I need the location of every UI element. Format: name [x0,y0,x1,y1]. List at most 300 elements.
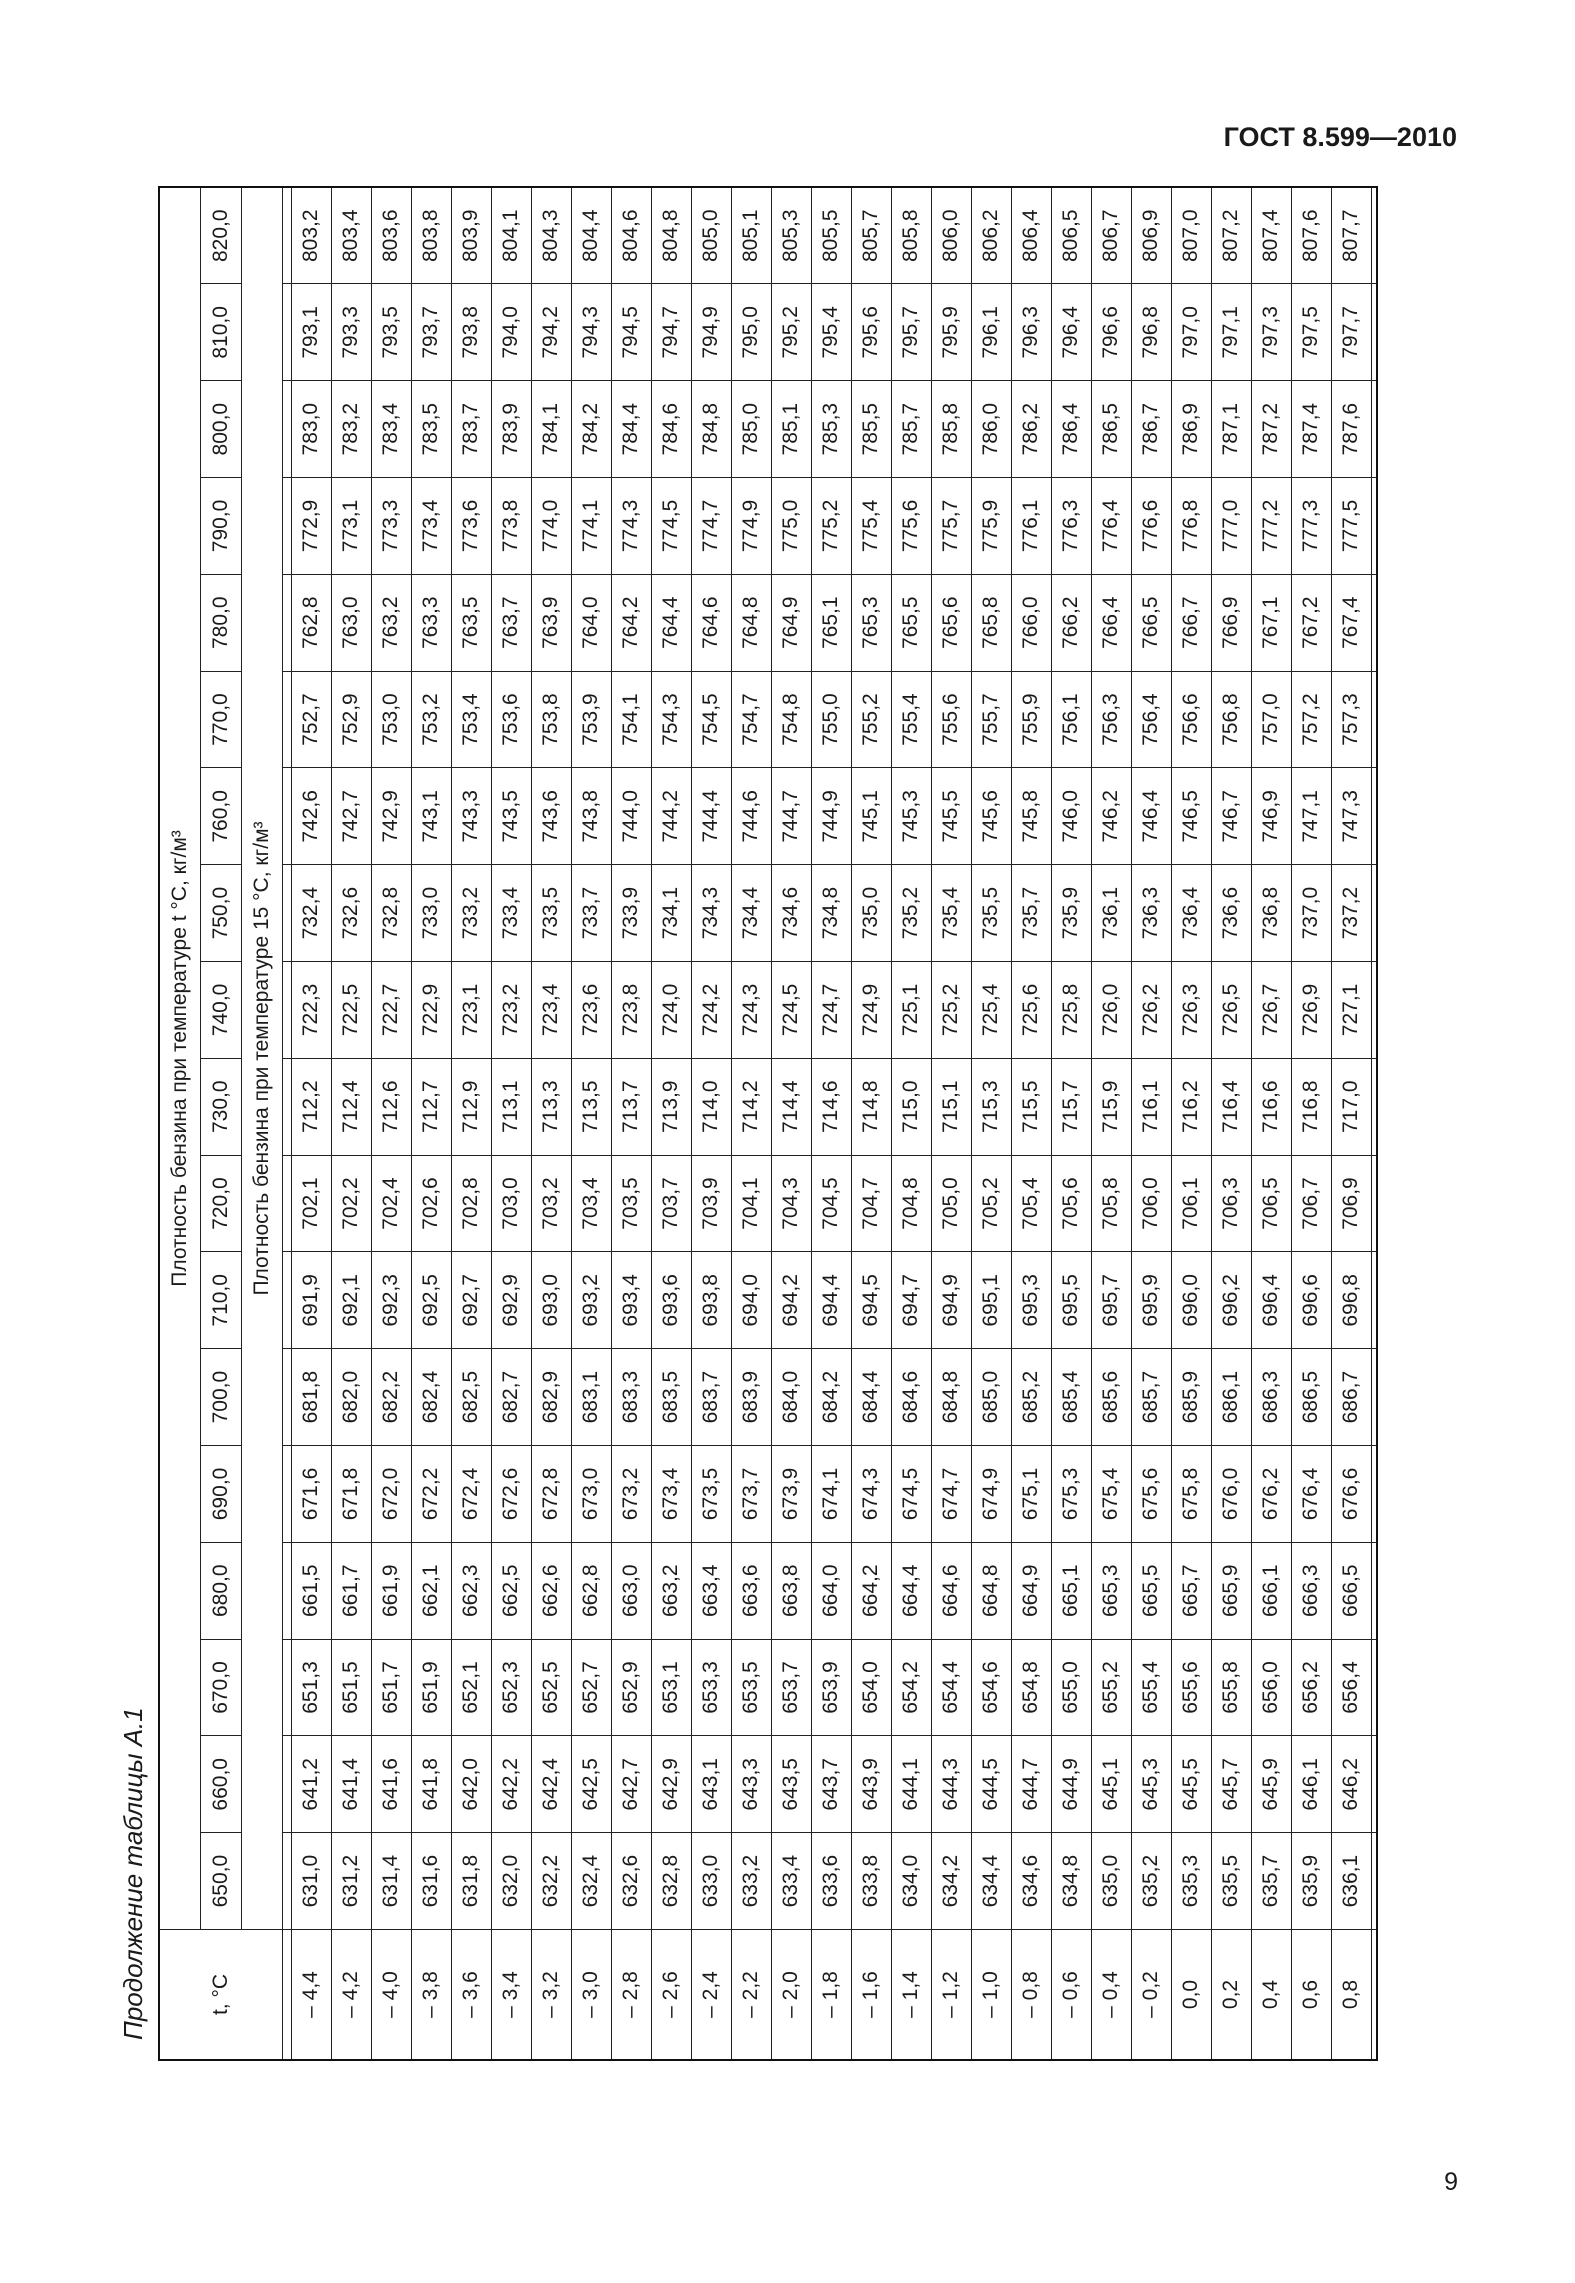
density-cell: 663,6 [731,1542,771,1639]
density-cell: 692,7 [451,1252,491,1349]
density-cell: 786,5 [1091,381,1131,478]
spacer-cell [282,962,291,1059]
density-cell: 766,2 [1051,574,1091,671]
density-cell: 774,9 [731,478,771,575]
density-cell: 804,8 [651,187,691,284]
density-cell: 681,8 [291,1349,331,1446]
density-cell: 632,0 [491,1833,531,1930]
density-cell: 641,2 [291,1736,331,1833]
tail-cell [1371,478,1377,575]
density-cell: 776,4 [1091,478,1131,575]
tail-cell [1371,1058,1377,1155]
density-cell: 755,6 [931,671,971,768]
density-cell: 645,3 [1131,1736,1171,1833]
density-cell: 724,2 [691,962,731,1059]
density-cell: 723,4 [531,962,571,1059]
density-cell: 693,0 [531,1252,571,1349]
table-row [331,187,371,2060]
table-row [611,187,651,2060]
spacer-cell [282,1542,291,1639]
density-cell: 634,4 [971,1833,1011,1930]
density-cell: 783,9 [491,381,531,478]
density-cell: 703,7 [651,1155,691,1252]
density-cell: 695,9 [1131,1252,1171,1349]
density-cell: 643,3 [731,1736,771,1833]
density-cell: 694,7 [891,1252,931,1349]
density-cell: 735,5 [971,865,1011,962]
density-cell: 642,5 [571,1736,611,1833]
density-cell: 712,9 [451,1058,491,1155]
density-cell: 715,1 [931,1058,971,1155]
density-cell: 704,8 [891,1155,931,1252]
density-cell: 787,4 [1291,381,1331,478]
density-cell: 676,0 [1211,1446,1251,1543]
density-cell: 745,1 [851,768,891,865]
density-cell: 641,8 [411,1736,451,1833]
density-cell: 654,4 [931,1639,971,1736]
density-cell: 684,8 [931,1349,971,1446]
density-cell: 735,9 [1051,865,1091,962]
density-cell: 706,1 [1171,1155,1211,1252]
density-cell: 692,5 [411,1252,451,1349]
density-cell: 763,9 [531,574,571,671]
density-cell: 807,6 [1291,187,1331,284]
density-cell: 742,6 [291,768,331,865]
density-cell: 673,4 [651,1446,691,1543]
density-cell: 744,9 [811,768,851,865]
density-cell: 766,0 [1011,574,1051,671]
density-cell: 706,7 [1291,1155,1331,1252]
tail-cell [1371,187,1377,284]
density-cell: 734,6 [771,865,811,962]
density-cell: 764,4 [651,574,691,671]
density-cell: 723,6 [571,962,611,1059]
table-caption: Продолжение таблицы А.1 [118,1707,148,2040]
density-cell: 683,3 [611,1349,651,1446]
density-cell: 746,4 [1131,768,1171,865]
table-row [731,187,771,2060]
density-cell: 724,7 [811,962,851,1059]
temperature-cell: – 1,2 [931,1930,971,2061]
temperature-cell: – 0,2 [1131,1930,1171,2061]
column-header: 650,0 [200,1833,241,1930]
density-cell: 784,6 [651,381,691,478]
density-cell: 786,0 [971,381,1011,478]
density-cell: 793,5 [371,284,411,381]
density-cell: 752,9 [331,671,371,768]
density-cell: 744,0 [611,768,651,865]
density-cell: 666,5 [1331,1542,1371,1639]
table-row [1091,187,1131,2060]
density-cell: 691,9 [291,1252,331,1349]
density-cell: 746,0 [1051,768,1091,865]
density-cell: 756,4 [1131,671,1171,768]
density-cell: 775,2 [811,478,851,575]
density-cell: 722,7 [371,962,411,1059]
density-cell: 797,0 [1171,284,1211,381]
density-cell: 733,9 [611,865,651,962]
density-cell: 672,0 [371,1446,411,1543]
density-cell: 785,5 [851,381,891,478]
density-table-body [159,187,1377,2060]
density-cell: 763,7 [491,574,531,671]
table-row [851,187,891,2060]
table-row [1171,187,1211,2060]
density-cell: 777,5 [1331,478,1371,575]
temperature-cell: – 1,6 [851,1930,891,2061]
density-cell: 652,1 [451,1639,491,1736]
density-cell: 793,8 [451,284,491,381]
density-cell: 696,4 [1251,1252,1291,1349]
density-cell: 755,4 [891,671,931,768]
temperature-cell: 0,6 [1291,1930,1331,2061]
density-cell: 683,1 [571,1349,611,1446]
density-cell: 807,0 [1171,187,1211,284]
density-cell: 747,1 [1291,768,1331,865]
density-cell: 655,4 [1131,1639,1171,1736]
density-cell: 702,1 [291,1155,331,1252]
temperature-cell: – 2,6 [651,1930,691,2061]
tail-cell [1371,768,1377,865]
density-cell: 736,8 [1251,865,1291,962]
density-cell: 631,2 [331,1833,371,1930]
spacer-cell [282,574,291,671]
density-cell: 676,6 [1331,1446,1371,1543]
spacer-cell [282,1155,291,1252]
density-cell: 727,1 [1331,962,1371,1059]
density-cell: 714,0 [691,1058,731,1155]
density-cell: 803,8 [411,187,451,284]
density-cell: 656,0 [1251,1639,1291,1736]
density-cell: 796,8 [1131,284,1171,381]
table-row [451,187,491,2060]
density-cell: 694,5 [851,1252,891,1349]
density-cell: 756,3 [1091,671,1131,768]
density-cell: 755,7 [971,671,1011,768]
density-cell: 737,0 [1291,865,1331,962]
density-cell: 754,1 [611,671,651,768]
temperature-cell: – 2,0 [771,1930,811,2061]
density-cell: 712,4 [331,1058,371,1155]
density-cell: 775,6 [891,478,931,575]
density-cell: 773,1 [331,478,371,575]
temperature-cell: – 3,4 [491,1930,531,2061]
spacer-cell [282,187,291,284]
column-header: 790,0 [200,478,241,575]
density-cell: 664,0 [811,1542,851,1639]
temperature-cell: – 1,8 [811,1930,851,2061]
density-cell: 794,0 [491,284,531,381]
density-cell: 806,5 [1051,187,1091,284]
density-cell: 774,0 [531,478,571,575]
density-cell: 675,8 [1171,1446,1211,1543]
density-cell: 766,4 [1091,574,1131,671]
density-cell: 713,9 [651,1058,691,1155]
density-cell: 796,4 [1051,284,1091,381]
density-cell: 755,2 [851,671,891,768]
density-cell: 714,2 [731,1058,771,1155]
density-cell: 682,2 [371,1349,411,1446]
density-cell: 655,2 [1091,1639,1131,1736]
density-cell: 764,6 [691,574,731,671]
density-cell: 651,9 [411,1639,451,1736]
density-cell: 653,7 [771,1639,811,1736]
column-header: 800,0 [200,381,241,478]
density-cell: 796,6 [1091,284,1131,381]
density-cell: 706,0 [1131,1155,1171,1252]
density-cell: 804,6 [611,187,651,284]
density-cell: 662,8 [571,1542,611,1639]
density-cell: 641,4 [331,1736,371,1833]
density-cell: 753,4 [451,671,491,768]
density-cell: 796,3 [1011,284,1051,381]
density-cell: 784,4 [611,381,651,478]
density-cell: 726,3 [1171,962,1211,1059]
density-cell: 712,7 [411,1058,451,1155]
density-cell: 644,9 [1051,1736,1091,1833]
density-cell: 714,4 [771,1058,811,1155]
density-cell: 713,3 [531,1058,571,1155]
density-cell: 806,9 [1131,187,1171,284]
table-row [971,187,1011,2060]
density-cell: 673,2 [611,1446,651,1543]
density-cell: 797,1 [1211,284,1251,381]
density-cell: 754,3 [651,671,691,768]
density-cell: 693,2 [571,1252,611,1349]
density-cell: 693,4 [611,1252,651,1349]
density-cell: 636,1 [1331,1833,1371,1930]
density-cell: 784,1 [531,381,571,478]
density-cell: 705,4 [1011,1155,1051,1252]
density-cell: 724,5 [771,962,811,1059]
temperature-cell: 0,0 [1171,1930,1211,2061]
density-cell: 653,1 [651,1639,691,1736]
density-cell: 724,9 [851,962,891,1059]
density-cell: 643,5 [771,1736,811,1833]
column-header: 780,0 [200,574,241,671]
density-cell: 645,1 [1091,1736,1131,1833]
tail-cell [1371,381,1377,478]
density-cell: 685,2 [1011,1349,1051,1446]
tail-cell [1371,1639,1377,1736]
density-cell: 762,8 [291,574,331,671]
density-cell: 723,8 [611,962,651,1059]
density-cell: 786,4 [1051,381,1091,478]
density-cell: 712,6 [371,1058,411,1155]
density-cell: 715,0 [891,1058,931,1155]
density-cell: 714,8 [851,1058,891,1155]
density-cell: 786,2 [1011,381,1051,478]
density-cell: 682,9 [531,1349,571,1446]
column-header: 760,0 [200,768,241,865]
density-cell: 805,5 [811,187,851,284]
table-row [891,187,931,2060]
column-header: 820,0 [200,187,241,284]
density-cell: 631,6 [411,1833,451,1930]
density-cell: 803,4 [331,187,371,284]
table-row [651,187,691,2060]
density-cell: 733,7 [571,865,611,962]
density-cell: 787,2 [1251,381,1291,478]
density-cell: 661,9 [371,1542,411,1639]
density-cell: 753,6 [491,671,531,768]
density-cell: 706,3 [1211,1155,1251,1252]
density-cell: 793,7 [411,284,451,381]
density-cell: 643,7 [811,1736,851,1833]
density-cell: 783,2 [331,381,371,478]
density-cell: 635,9 [1291,1833,1331,1930]
density-cell: 746,5 [1171,768,1211,865]
header-row-title [159,187,200,2060]
density-cell: 663,0 [611,1542,651,1639]
tail-cell [1371,865,1377,962]
density-cell: 653,5 [731,1639,771,1736]
density-cell: 736,3 [1131,865,1171,962]
density-cell: 784,2 [571,381,611,478]
density-cell: 633,2 [731,1833,771,1930]
density-cell: 664,8 [971,1542,1011,1639]
density-cell: 652,7 [571,1639,611,1736]
density-cell: 631,4 [371,1833,411,1930]
density-cell: 693,8 [691,1252,731,1349]
density-cell: 635,3 [1171,1833,1211,1930]
density-cell: 734,3 [691,865,731,962]
density-cell: 765,3 [851,574,891,671]
density-cell: 646,2 [1331,1736,1371,1833]
density-cell: 684,0 [771,1349,811,1446]
density-cell: 755,9 [1011,671,1051,768]
density-cell: 664,4 [891,1542,931,1639]
density-cell: 716,2 [1171,1058,1211,1155]
temperature-cell: – 4,2 [331,1930,371,2061]
density-cell: 744,2 [651,768,691,865]
density-cell: 706,5 [1251,1155,1291,1252]
density-cell: 634,8 [1051,1833,1091,1930]
spacer-cell [282,1349,291,1446]
spacer-cell [282,284,291,381]
density-cell: 744,6 [731,768,771,865]
density-cell: 805,7 [851,187,891,284]
density-cell: 642,0 [451,1736,491,1833]
density-cell: 746,2 [1091,768,1131,865]
column-header: 700,0 [200,1349,241,1446]
density-cell: 633,8 [851,1833,891,1930]
column-header: 690,0 [200,1446,241,1543]
density-cell: 793,3 [331,284,371,381]
density-cell: 695,1 [971,1252,1011,1349]
density-cell: 803,6 [371,187,411,284]
density-cell: 773,6 [451,478,491,575]
density-cell: 692,3 [371,1252,411,1349]
density-cell: 695,7 [1091,1252,1131,1349]
density-cell: 744,4 [691,768,731,865]
density-cell: 695,5 [1051,1252,1091,1349]
density-cell: 797,7 [1331,284,1371,381]
density-cell: 773,3 [371,478,411,575]
density-cell: 663,8 [771,1542,811,1639]
density-cell: 654,6 [971,1639,1011,1736]
density-cell: 784,8 [691,381,731,478]
density-cell: 665,9 [1211,1542,1251,1639]
density-cell: 713,7 [611,1058,651,1155]
density-cell: 714,6 [811,1058,851,1155]
density-cell: 703,0 [491,1155,531,1252]
spacer-cell [282,865,291,962]
density-cell: 661,7 [331,1542,371,1639]
density-cell: 644,3 [931,1736,971,1833]
density-cell: 703,2 [531,1155,571,1252]
density-cell: 686,3 [1251,1349,1291,1446]
density-cell: 686,5 [1291,1349,1331,1446]
density-cell: 702,4 [371,1155,411,1252]
density-cell: 785,7 [891,381,931,478]
density-cell: 663,2 [651,1542,691,1639]
density-cell: 745,5 [931,768,971,865]
density-cell: 634,6 [1011,1833,1051,1930]
density-cell: 645,9 [1251,1736,1291,1833]
density-cell: 684,2 [811,1349,851,1446]
density-cell: 795,4 [811,284,851,381]
density-cell: 673,0 [571,1446,611,1543]
density-cell: 786,9 [1171,381,1211,478]
density-cell: 753,2 [411,671,451,768]
density-cell: 794,3 [571,284,611,381]
density-cell: 635,2 [1131,1833,1171,1930]
density-cell: 705,8 [1091,1155,1131,1252]
density-cell: 743,1 [411,768,451,865]
table-row [1211,187,1251,2060]
density-cell: 676,2 [1251,1446,1291,1543]
density-cell: 703,5 [611,1155,651,1252]
density-cell: 643,1 [691,1736,731,1833]
density-cell: 753,9 [571,671,611,768]
density-cell: 803,2 [291,187,331,284]
density-cell: 795,7 [891,284,931,381]
density-cell: 722,9 [411,962,451,1059]
density-cell: 672,6 [491,1446,531,1543]
table-row [1331,187,1371,2060]
density-cell: 671,8 [331,1446,371,1543]
density-cell: 804,4 [571,187,611,284]
density-cell: 743,5 [491,768,531,865]
density-cell: 695,3 [1011,1252,1051,1349]
density-cell: 675,3 [1051,1446,1091,1543]
density-cell: 666,1 [1251,1542,1291,1639]
density-cell: 765,1 [811,574,851,671]
density-cell: 663,4 [691,1542,731,1639]
density-cell: 682,7 [491,1349,531,1446]
density-cell: 632,6 [611,1833,651,1930]
page-number: 9 [1444,2168,1458,2196]
density-cell: 713,5 [571,1058,611,1155]
density-cell: 644,5 [971,1736,1011,1833]
density-cell: 706,9 [1331,1155,1371,1252]
density-cell: 654,8 [1011,1639,1051,1736]
density-cell: 726,0 [1091,962,1131,1059]
density-at-15-subtitle: Плотность бензина при температуре 15 °С, кг/м³ [241,187,282,1930]
density-cell: 693,6 [651,1252,691,1349]
density-cell: 777,3 [1291,478,1331,575]
density-cell: 642,2 [491,1736,531,1833]
density-cell: 674,3 [851,1446,891,1543]
density-cell: 763,5 [451,574,491,671]
density-cell: 704,1 [731,1155,771,1252]
density-cell: 775,7 [931,478,971,575]
density-cell: 673,9 [771,1446,811,1543]
column-header: 730,0 [200,1058,241,1155]
density-cell: 787,1 [1211,381,1251,478]
density-cell: 672,4 [451,1446,491,1543]
